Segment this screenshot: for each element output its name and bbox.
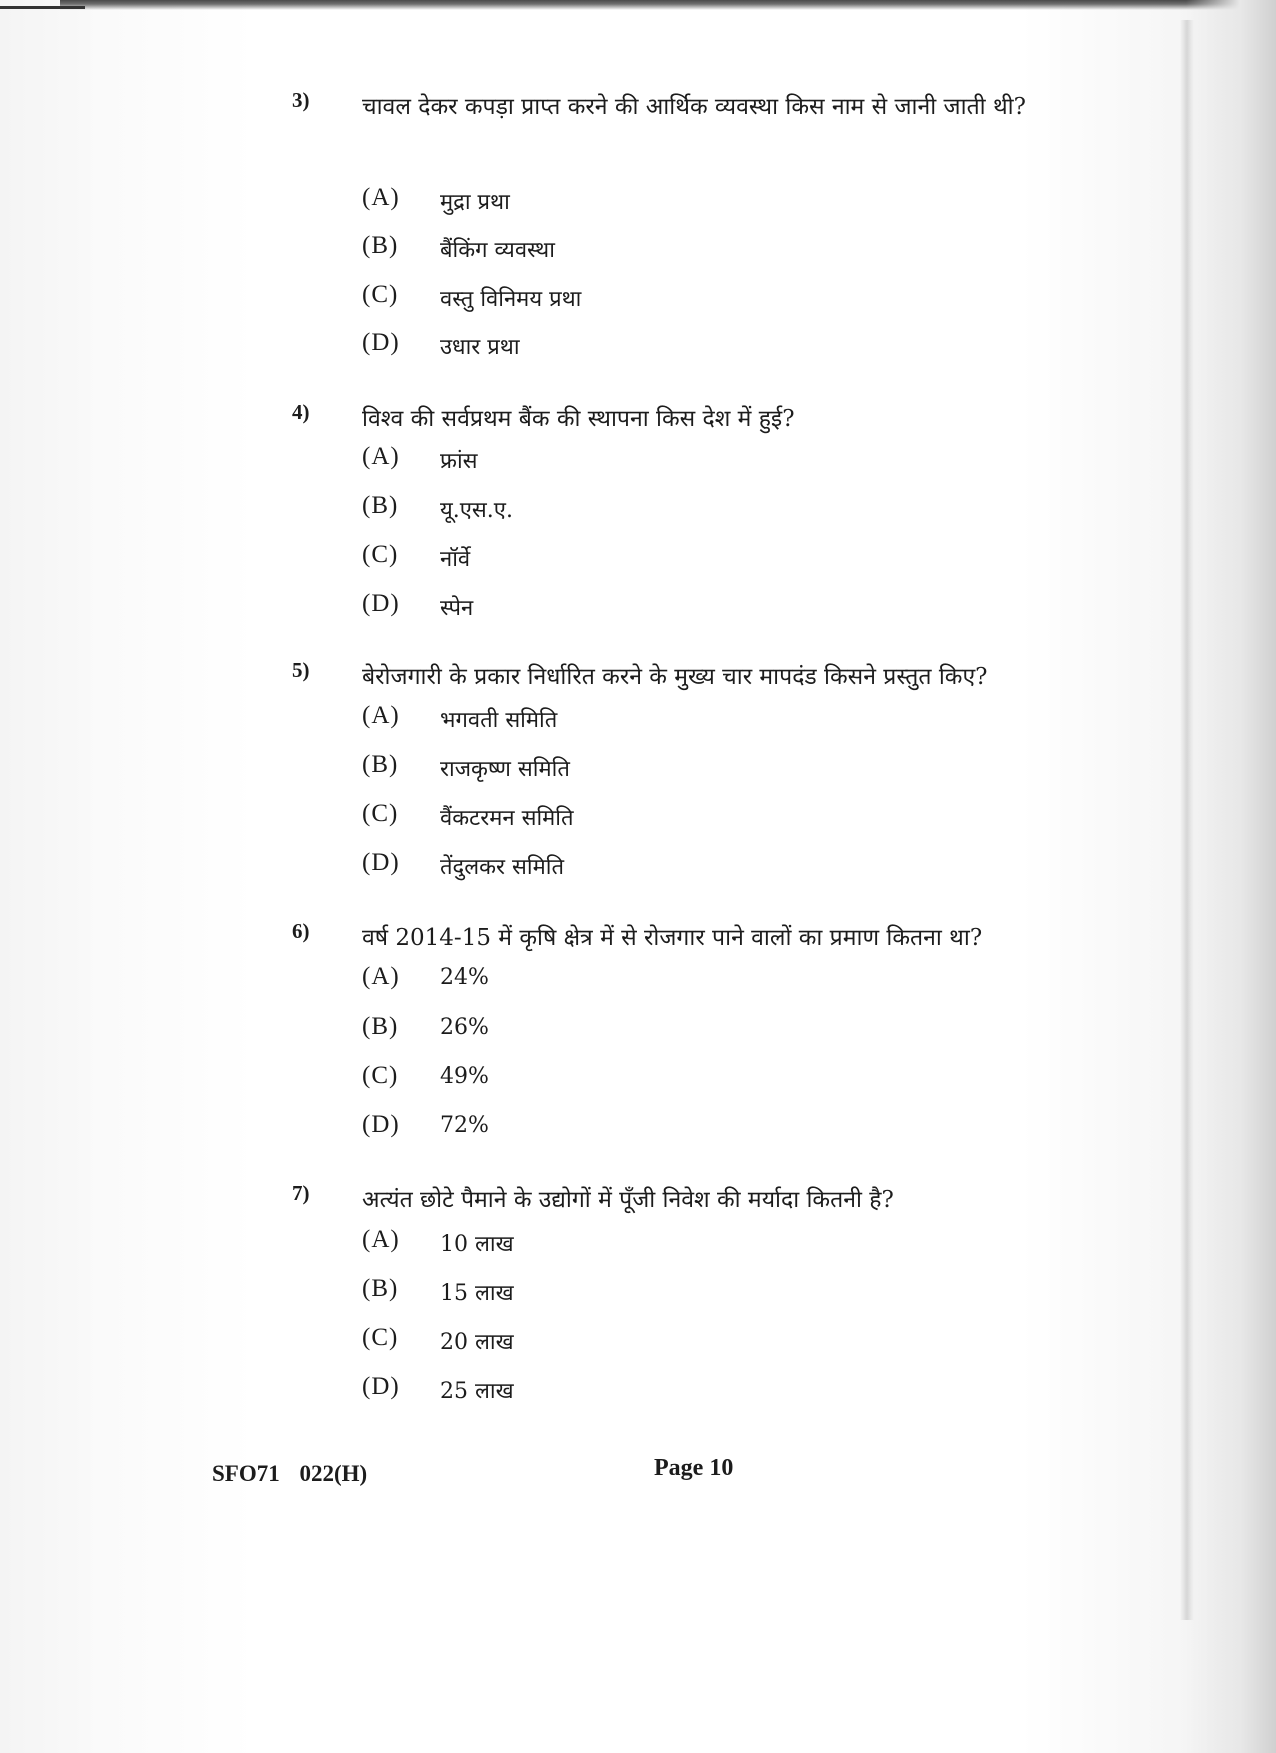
scan-corner-mark bbox=[0, 6, 85, 9]
question-text: चावल देकर कपड़ा प्राप्त करने की आर्थिक व्यवस्था किस नाम से जानी जाती थी? bbox=[362, 94, 1026, 120]
option-text: 26% bbox=[440, 1015, 489, 1040]
option-5c bbox=[362, 800, 762, 834]
option-3a bbox=[362, 184, 762, 218]
option-4d bbox=[362, 590, 762, 624]
option-label: (D) bbox=[362, 590, 400, 617]
option-6c bbox=[362, 1062, 762, 1096]
paper-code: SFO71 022(H) bbox=[212, 1461, 368, 1486]
option-label: (B) bbox=[362, 492, 399, 519]
option-text: 49% bbox=[440, 1064, 489, 1089]
option-text: भगवती समिति bbox=[440, 708, 558, 733]
option-label: (A) bbox=[362, 1226, 400, 1253]
option-3d bbox=[362, 329, 762, 363]
option-label: (C) bbox=[362, 800, 399, 827]
question-number: 4) bbox=[292, 400, 310, 424]
option-5d bbox=[362, 849, 762, 883]
option-6b bbox=[362, 1013, 762, 1047]
option-text: 20 लाख bbox=[440, 1330, 514, 1355]
option-7b bbox=[362, 1275, 762, 1309]
page-number: Page 10 bbox=[654, 1455, 734, 1481]
option-label: (D) bbox=[362, 1373, 400, 1400]
option-text: 25 लाख bbox=[440, 1379, 514, 1404]
option-7c bbox=[362, 1324, 762, 1358]
option-text: राजकृष्ण समिति bbox=[440, 757, 570, 782]
option-text: बैंकिंग व्यवस्था bbox=[440, 238, 555, 263]
option-label: (B) bbox=[362, 232, 399, 259]
option-label: (B) bbox=[362, 751, 399, 778]
option-4b bbox=[362, 492, 762, 526]
option-text: मुद्रा प्रथा bbox=[440, 190, 510, 215]
question-number: 7) bbox=[292, 1181, 310, 1205]
scan-top-edge bbox=[60, 0, 1276, 10]
option-label: (A) bbox=[362, 184, 400, 211]
option-text: वस्तु विनिमय प्रथा bbox=[440, 287, 582, 312]
question-number: 6) bbox=[292, 919, 310, 943]
option-text: वैंकटरमन समिति bbox=[440, 806, 574, 831]
option-text: उधार प्रथा bbox=[440, 335, 520, 360]
option-7d bbox=[362, 1373, 762, 1407]
option-5a bbox=[362, 702, 762, 736]
option-text: 72% bbox=[440, 1113, 489, 1138]
option-text: यू.एस.ए. bbox=[440, 498, 513, 523]
option-text: स्पेन bbox=[440, 596, 474, 621]
option-label: (C) bbox=[362, 541, 399, 568]
option-label: (A) bbox=[362, 443, 400, 470]
option-label: (C) bbox=[362, 1062, 399, 1089]
question-number: 3) bbox=[292, 88, 310, 112]
option-text: तेंदुलकर समिति bbox=[440, 855, 564, 880]
option-text: 24% bbox=[440, 965, 489, 990]
option-text: नॉर्वे bbox=[440, 547, 471, 572]
option-6d bbox=[362, 1111, 762, 1145]
question-text: बेरोजगारी के प्रकार निर्धारित करने के मुख्य चार मापदंड किसने प्रस्तुत किए? bbox=[362, 664, 988, 690]
option-label: (D) bbox=[362, 849, 400, 876]
option-text: 10 लाख bbox=[440, 1232, 514, 1257]
option-label: (C) bbox=[362, 1324, 399, 1351]
option-4a bbox=[362, 443, 762, 477]
scan-edge-shadow bbox=[1186, 0, 1276, 1753]
question-text: विश्व की सर्वप्रथम बैंक की स्थापना किस देश में हुई? bbox=[362, 406, 795, 432]
question-number: 5) bbox=[292, 658, 310, 682]
question-text: अत्यंत छोटे पैमाने के उद्योगों में पूँजी निवेश की मर्यादा कितनी है? bbox=[362, 1187, 894, 1213]
question-text: वर्ष 2014-15 में कृषि क्षेत्र में से रोजगार पाने वालों का प्रमाण कितना था? bbox=[362, 925, 983, 951]
option-label: (B) bbox=[362, 1275, 399, 1302]
option-6a bbox=[362, 963, 762, 997]
option-label: (D) bbox=[362, 1111, 400, 1138]
option-label: (A) bbox=[362, 963, 400, 990]
option-7a bbox=[362, 1226, 762, 1260]
option-label: (B) bbox=[362, 1013, 399, 1040]
option-5b bbox=[362, 751, 762, 785]
option-3b bbox=[362, 232, 762, 266]
option-4c bbox=[362, 541, 762, 575]
option-label: (C) bbox=[362, 281, 399, 308]
option-3c bbox=[362, 281, 762, 315]
option-text: 15 लाख bbox=[440, 1281, 514, 1306]
option-label: (A) bbox=[362, 702, 400, 729]
option-text: फ्रांस bbox=[440, 449, 478, 474]
option-label: (D) bbox=[362, 329, 400, 356]
